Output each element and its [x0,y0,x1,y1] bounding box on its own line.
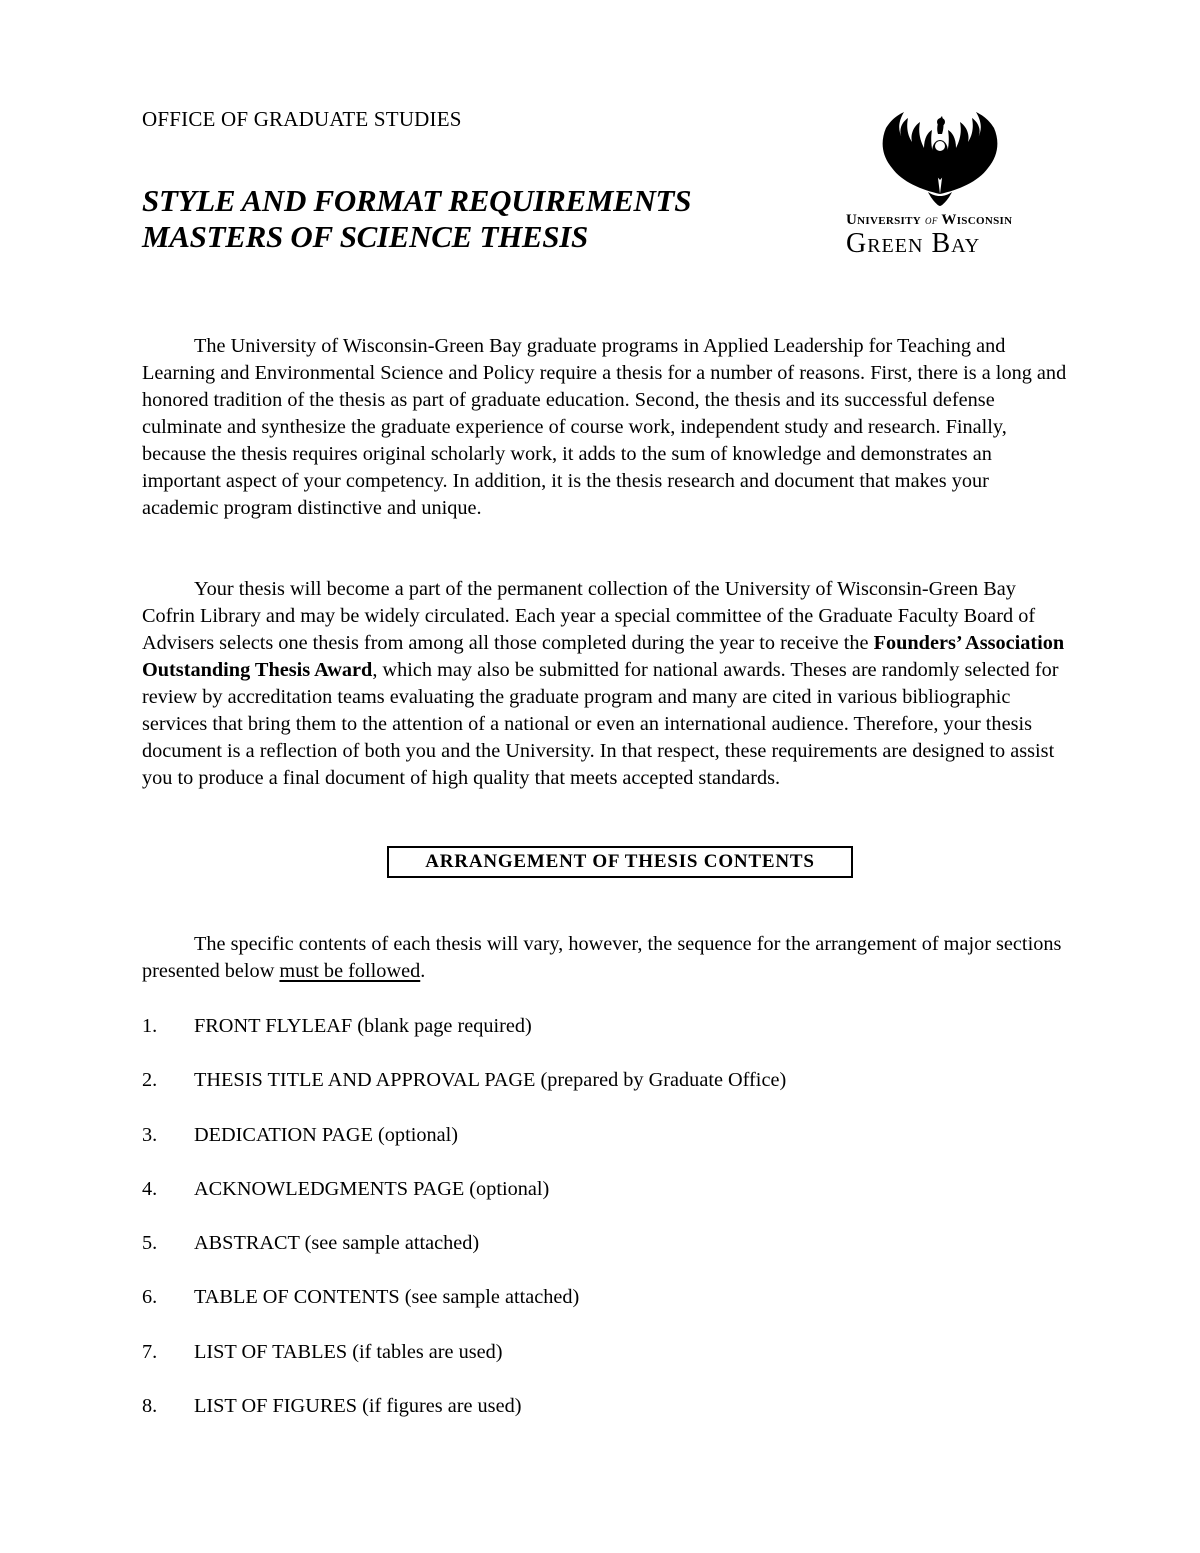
list-item-number: 8. [142,1395,158,1418]
list-item-number: 6. [142,1286,158,1309]
list-item-number: 1. [142,1015,158,1037]
list-item-number: 3. [142,1123,158,1146]
intro-paragraph-1-text: The University of Wisconsin-Green Bay graduate programs in Applied Leadership for Teaching and Learning and Environmental Science and Policy require a thesis for a number of reasons. First, there is a long and honored tradition of the thesis as part of graduate education. Second, the thesis and its successful defense culminate and synthesize the graduate experience of course work, independent study and research. Finally, because the thesis requires original scholarly work, it adds to the sum of knowledge and demonstrates an important aspect of your competency. In addition, it is the thesis research and document that makes your academic program distinctive and unique. [142,335,1067,519]
list-item-text: LIST OF TABLES (if tables are used) [194,1340,503,1363]
logo-university-word: University [846,212,921,228]
intro-paragraph-2-text-b: , which may also be submitted for national awards. Theses are randomly selected for review by accreditation teams evaluating the graduate program and many are cited in various bibliographic services that bring them to the attention of a national or even an international audience. Therefore, your thesis document is a reflection of both you and the University. In that respect, these requirements are designed to assist you to produce a final document of high quality that meets accepted standards. [142,659,1059,789]
must-be-followed-text: must be followed [279,960,421,982]
list-item-text: DEDICATION PAGE (optional) [194,1123,459,1146]
title-line-2: MASTERS OF SCIENCE THESIS [142,219,588,254]
title-line-1: STYLE AND FORMAT REQUIREMENTS [142,183,692,218]
intro-paragraph-2 [142,576,1067,792]
list-item-number: 4. [142,1177,158,1200]
section-intro-text-b: . [420,960,426,982]
logo-wisconsin-word: Wisconsin [941,212,1013,228]
document-title [142,183,691,255]
list-item-number: 5. [142,1232,158,1255]
university-logo [842,108,1038,264]
list-item-number: 2. [142,1069,158,1092]
list-item-text: ABSTRACT (see sample attached) [194,1232,480,1255]
list-item-text: FRONT FLYLEAF (blank page required) [194,1015,532,1037]
list-item-text: ACKNOWLEDGMENTS PAGE (optional) [194,1177,550,1200]
section-intro-paragraph [142,931,1067,985]
logo-green-bay-text: Green Bay [846,228,981,259]
list-item-number: 7. [142,1340,158,1363]
logo-of-word: of [925,212,938,227]
section-intro-text-a: The specific contents of each thesis will vary, however, the sequence for the arrangement of major sections presented below [142,933,1062,982]
phoenix-icon [842,108,1038,208]
list-item-text: TABLE OF CONTENTS (see sample attached) [194,1286,580,1309]
section-heading-box: ARRANGEMENT OF THESIS CONTENTS [387,846,853,878]
intro-paragraph-1 [142,333,1067,522]
list-item-text: LIST OF FIGURES (if figures are used) [194,1395,522,1418]
list-item-text: THESIS TITLE AND APPROVAL PAGE (prepared by Graduate Office) [194,1069,787,1092]
award-name: Founders’ Association Outstanding Thesis Award [142,632,1065,681]
logo-university-text [846,212,1012,229]
office-heading: OFFICE OF GRADUATE STUDIES [142,107,462,131]
intro-paragraph-2-text-a: Your thesis will become a part of the permanent collection of the University of Wisconsin-Green Bay Cofrin Library and may be widely circulated. Each year a special committee of the Graduate Faculty Board of Advisers selects one thesis from among all those completed during the year to receive the [142,578,1036,654]
